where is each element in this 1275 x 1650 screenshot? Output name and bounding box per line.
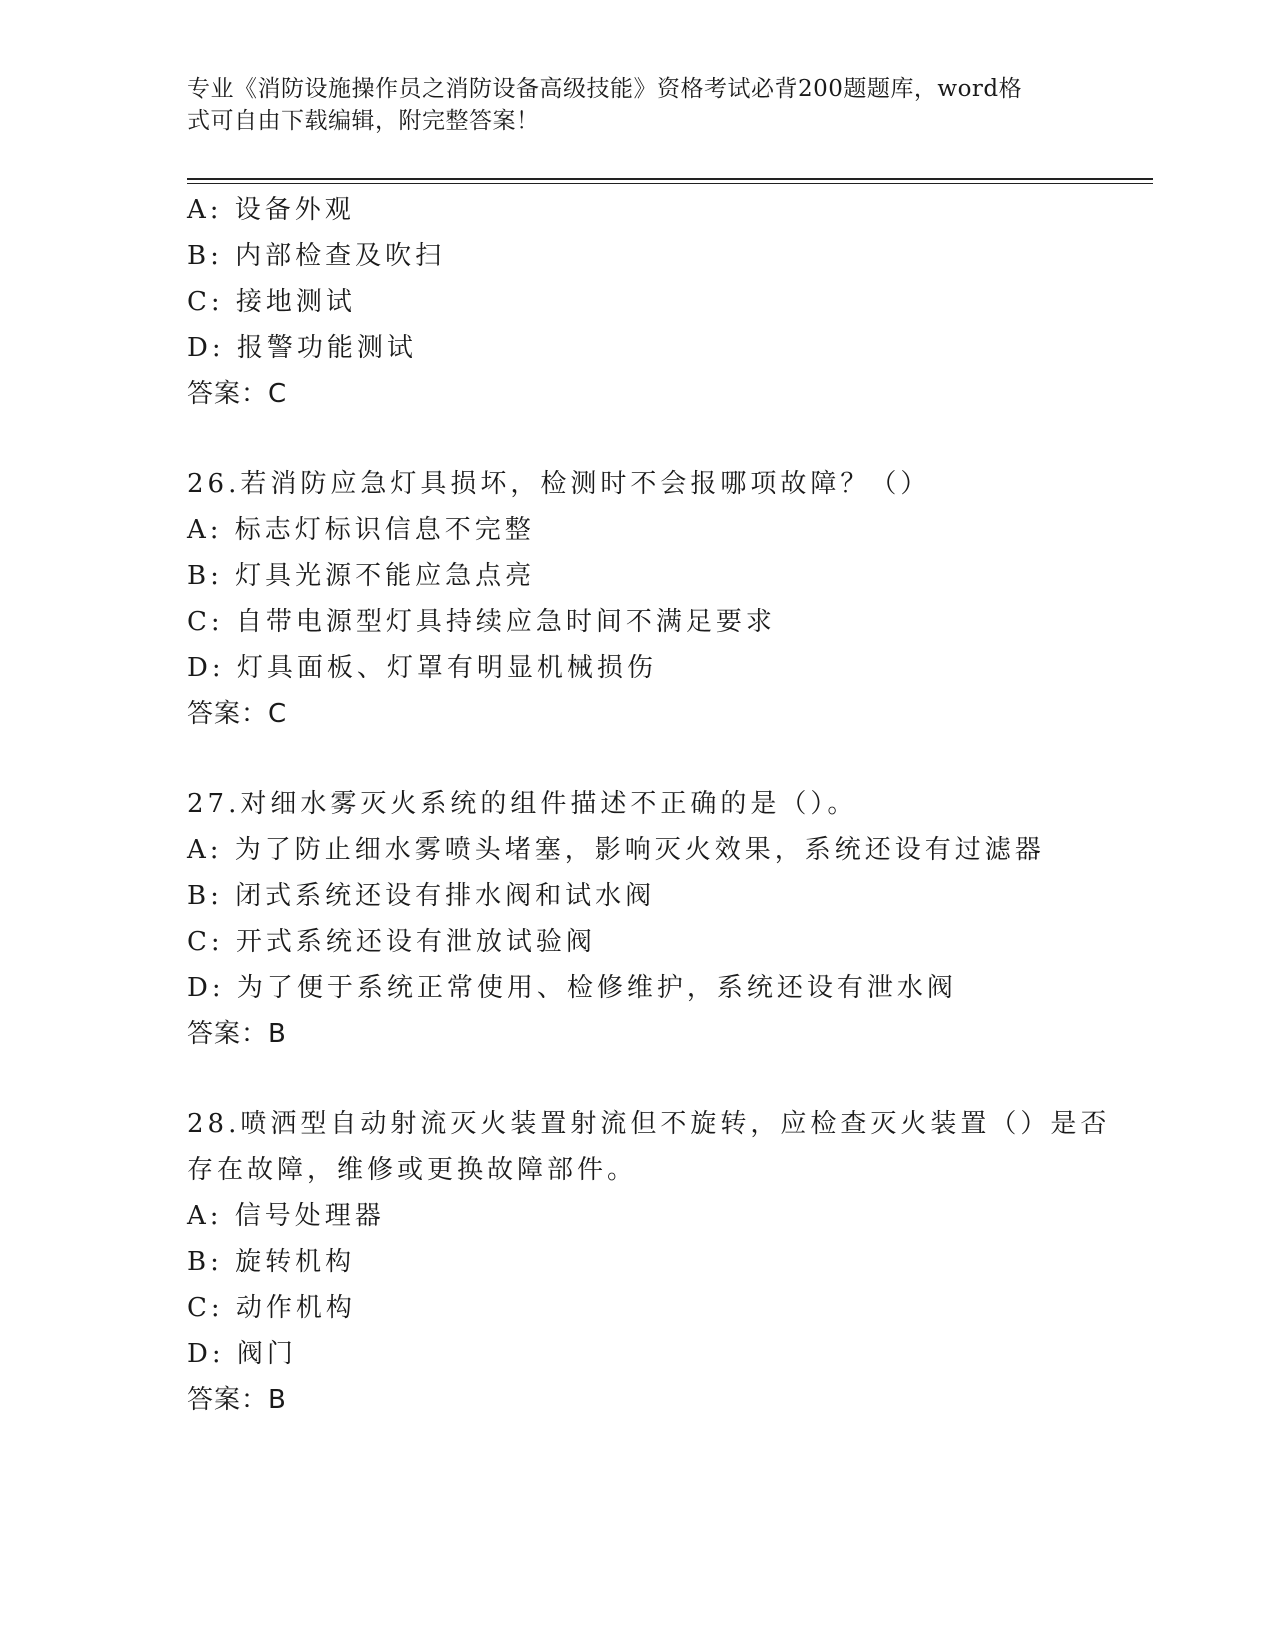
header-divider-thin bbox=[187, 183, 1153, 184]
question-list bbox=[187, 187, 1127, 1423]
option-d: D: 灯具面板、灯罩有明显机械损伤 bbox=[187, 653, 657, 683]
answer-text: 答案：B bbox=[187, 1019, 287, 1049]
option-c: C: 开式系统还设有泄放试验阀 bbox=[187, 927, 596, 957]
answer-text: 答案：C bbox=[187, 699, 288, 729]
header-line-2: 式可自由下载编辑，附完整答案！ bbox=[187, 108, 540, 134]
header-divider-thick bbox=[187, 178, 1153, 180]
option-c: C: 接地测试 bbox=[187, 287, 356, 317]
option-d: D: 阀门 bbox=[187, 1339, 297, 1369]
header-line-1: 专业《消防设施操作员之消防设备高级技能》资格考试必背200题题库，word格 bbox=[187, 76, 1023, 102]
question-text-line-2: 存在故障，维修或更换故障部件。 bbox=[187, 1155, 638, 1185]
spacer bbox=[187, 417, 1127, 461]
option-a: A: 信号处理器 bbox=[187, 1201, 385, 1231]
option-a: A: 为了防止细水雾喷头堵塞，影响灭火效果，系统还设有过滤器 bbox=[187, 835, 1045, 865]
option-a: A: 标志灯标识信息不完整 bbox=[187, 515, 535, 545]
spacer bbox=[187, 737, 1127, 781]
option-b: B: 灯具光源不能应急点亮 bbox=[187, 561, 536, 591]
option-a: A: 设备外观 bbox=[187, 195, 355, 225]
question-text-line-1: 28.喷洒型自动射流灭火装置射流但不旋转，应检查灭火装置（）是否 bbox=[187, 1109, 1111, 1139]
option-c: C: 自带电源型灯具持续应急时间不满足要求 bbox=[187, 607, 776, 637]
question-text: 27.对细水雾灭火系统的组件描述不正确的是（）。 bbox=[187, 789, 858, 819]
question-block-26 bbox=[187, 461, 1127, 737]
answer-text: 答案：C bbox=[187, 379, 288, 409]
option-b: B: 旋转机构 bbox=[187, 1247, 356, 1277]
option-c: C: 动作机构 bbox=[187, 1293, 356, 1323]
document-header bbox=[187, 73, 1067, 137]
answer-text: 答案：B bbox=[187, 1385, 287, 1415]
question-block-28 bbox=[187, 1101, 1127, 1423]
option-d: D: 为了便于系统正常使用、检修维护，系统还设有泄水阀 bbox=[187, 973, 957, 1003]
option-b: B: 内部检查及吹扫 bbox=[187, 241, 446, 271]
spacer bbox=[187, 1057, 1127, 1101]
question-text: 26.若消防应急灯具损坏，检测时不会报哪项故障？（） bbox=[187, 469, 931, 499]
question-block-25 bbox=[187, 187, 1127, 417]
option-b: B: 闭式系统还设有排水阀和试水阀 bbox=[187, 881, 656, 911]
question-block-27 bbox=[187, 781, 1127, 1057]
option-d: D: 报警功能测试 bbox=[187, 333, 417, 363]
